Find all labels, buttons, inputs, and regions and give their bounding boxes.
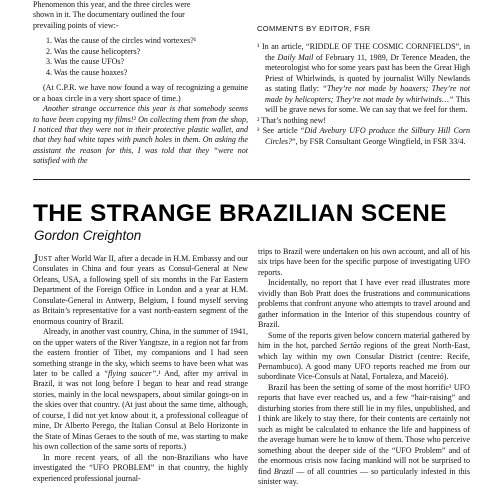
article-right-column	[258, 247, 470, 487]
question-list	[33, 36, 248, 78]
section-divider	[33, 179, 470, 180]
footnote-3: ³ See article “Did Avebury UFO produce the Silbury Hill Corn Circles?”, by FSR Consultant George Wingfield, in FSR 33/4.	[257, 126, 470, 146]
comments-heading: COMMENTS BY EDITOR, FSR	[257, 24, 371, 33]
question-item: 1. Was the cause of the circles wind vortexes?¹	[46, 36, 197, 46]
article-left-column	[33, 251, 248, 484]
footnote-1: ¹ In an article, “RIDDLE OF THE COSMIC CORNFIELDS”, in the Daily Mail of February 11, 1989, Dr Terence Meaden, the meteorologist who for some years past has been the Great High Priest of Whirlwinds, is quoted by journalist Willy Newlands as stating flatly: “They’re not made by hoaxers; They’re not made by helicopters; They’re not made by whirlwinds…” This will be grave news for some. We can say that we feel for them.	[257, 42, 470, 115]
article-paragraph: Already, in another vast country, China, in the summer of 1941, on the upper waters of the River Yangtsze, in a region not far from the eastern frontier of Tibet, my companions and I had seen something strange in the sky, which seems to have been what was later to be called a “flying saucer”.¹ And, after my arrival in Brazil, it was not long before I began to hear and read strange stories, mainly in the local newspapers, about similar goings-on in the skies over that country. (At just about the same time, although, of course, I did not yet know about it, a professional colleague of mine, Dr Alberto Perego, the Italian Consul at Belo Horizonte in the State of Minas Geraes to the south of me, was starting to make his own collection of the same sorts of reports.)	[33, 327, 248, 452]
footnote-2: ² That’s nothing new!	[257, 115, 327, 125]
intro-line: Phenomenon this year, and the three circles were	[33, 0, 191, 9]
question-item: 2. Was the cause helicopters?	[46, 46, 141, 56]
drop-cap: J	[33, 251, 39, 266]
top-left-column	[33, 0, 248, 167]
editor-comments	[257, 0, 470, 147]
article-paragraph: Some of the reports given below concern material gathered by him in the hot, parched Sertão regions of the great North-East, which lay within my own Consular District (centre: Recife, Pernambuco). A good many UFO reports reached me from our subordinate Vice-Consuls at Natal, Fortaleza, and Maceió).	[258, 330, 470, 382]
article-author: Gordon Creighton	[34, 228, 142, 243]
question-item: 3. Was the cause UFOs?	[46, 57, 125, 67]
article-paragraph: trips to Brazil were undertaken on his own account, and all of his six trips have been for the specific purpose of investigating UFO reports.	[258, 247, 470, 277]
intro-line: prevailing points of view:-	[33, 20, 119, 30]
intro-line: shown in it. The documentary outlined the four	[33, 10, 185, 20]
article-paragraph: In more recent years, of all the non-Brazilians who have investigated the “UFO PROBLEM” in that country, the highly experienced professional journal-	[33, 452, 248, 483]
article-paragraph: Incidentally, no report that I have ever read illustrates more vividly than Bob Pratt does the frustrations and communications problems that confront anyone who attempts to travel around and gather information in the Interior of this stupendous country of Brazil.	[258, 278, 470, 330]
article-title: THE STRANGE BRAZILIAN SCENE	[33, 200, 447, 227]
question-item: 4. Was the cause hoaxes?	[46, 67, 128, 77]
films-paragraph: Another strange occurrence this year is that somebody seems to have been copying my films!² On collecting them from the shop, I noticed that they were not in their protective plastic wallet, and that they had white tapes with punch holes in them. On asking the assistant the reason for this, I was told that they “were not satisfied with the	[33, 104, 248, 166]
article-paragraph: JUST after World War II, after a decade in H.M. Embassy and our Consulates in China and four years as Consul-General at New Orleans, USA, a following spell of six months in the Far Eastern Department of the Foreign Office in London and a year at H.M. Consulate-General in Antwerp, Belgium, I found myself serving as Britain’s representative for a vast north-eastern segment of the enormous country of Brazil.	[33, 251, 248, 326]
cpr-paragraph: (At C.P.R. we have now found a way of recognizing a genuine or a hoax circle in a very short space of time.)	[33, 83, 248, 103]
article-paragraph: Brazil has been the setting of some of the most horrific² UFO reports that have ever reached us, and a few “hair-raising” and disturbing stories from there still lie in my files, unpublished, and I think are likely to stay there, for their contents are certainly not such as might be calculated to enhance the life and happiness of the average human were he to know of them. Those who perceive something about the deeper side of the “UFO Problem” and of the enormous crisis now facing mankind will not be surprised to find Brazil — of all countries — so particularly infested in this sinister way.	[258, 382, 470, 486]
